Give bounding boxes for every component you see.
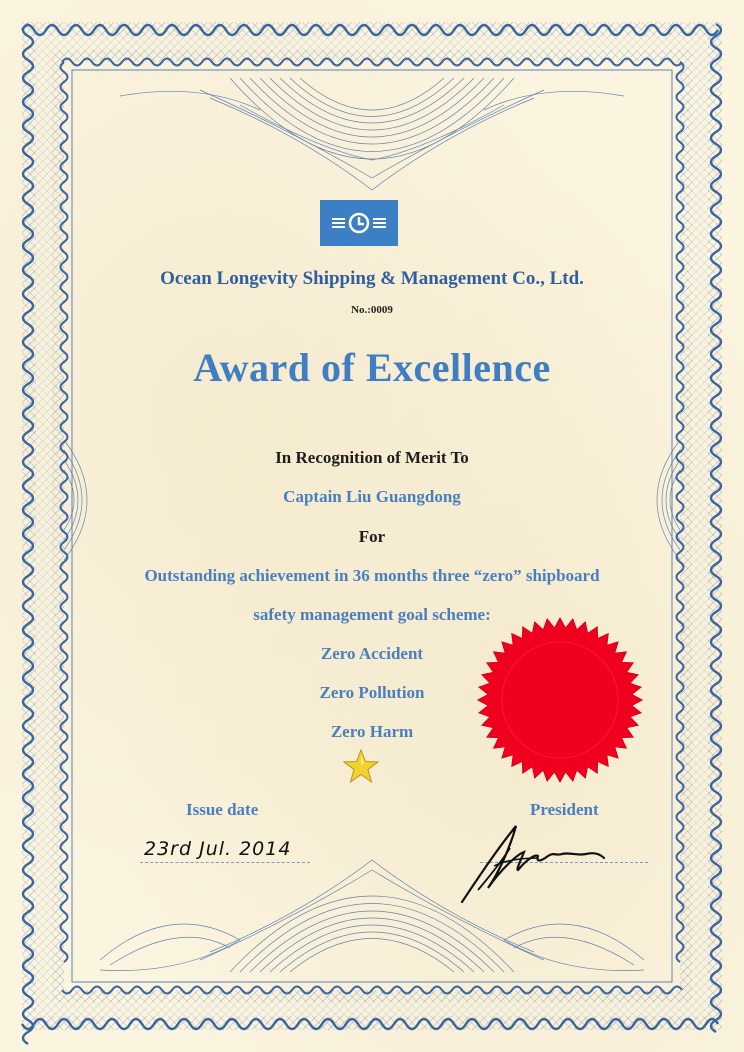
recognition-line: In Recognition of Merit To (275, 448, 469, 467)
goal-item: Zero Harm (330, 722, 414, 741)
certificate-title: Award of Excellence (193, 345, 551, 390)
for-label: For (358, 527, 386, 546)
goal-item: Zero Accident (320, 644, 424, 663)
certificate-number: No.:0009 (351, 304, 393, 316)
company-name: Ocean Longevity Shipping & Management Co., Ltd. (160, 268, 584, 289)
gold-star-icon (342, 748, 380, 784)
achievement-line-1: Outstanding achievement in 36 months three “zero” shipboard (144, 566, 600, 585)
red-seal-icon (470, 610, 650, 790)
company-logo-icon (320, 200, 398, 246)
president-label: President (530, 800, 599, 819)
top-guilloche-ornament (120, 78, 624, 190)
achievement-line-2: safety management goal scheme: (253, 605, 491, 624)
issue-date-label: Issue date (186, 800, 259, 819)
recipient-name: Captain Liu Guangdong (283, 487, 461, 506)
issue-date-value: 23rd Jul. 2014 (144, 838, 292, 860)
president-signature (458, 818, 608, 908)
goal-item: Zero Pollution (319, 683, 425, 702)
issue-date-underline (140, 862, 310, 863)
